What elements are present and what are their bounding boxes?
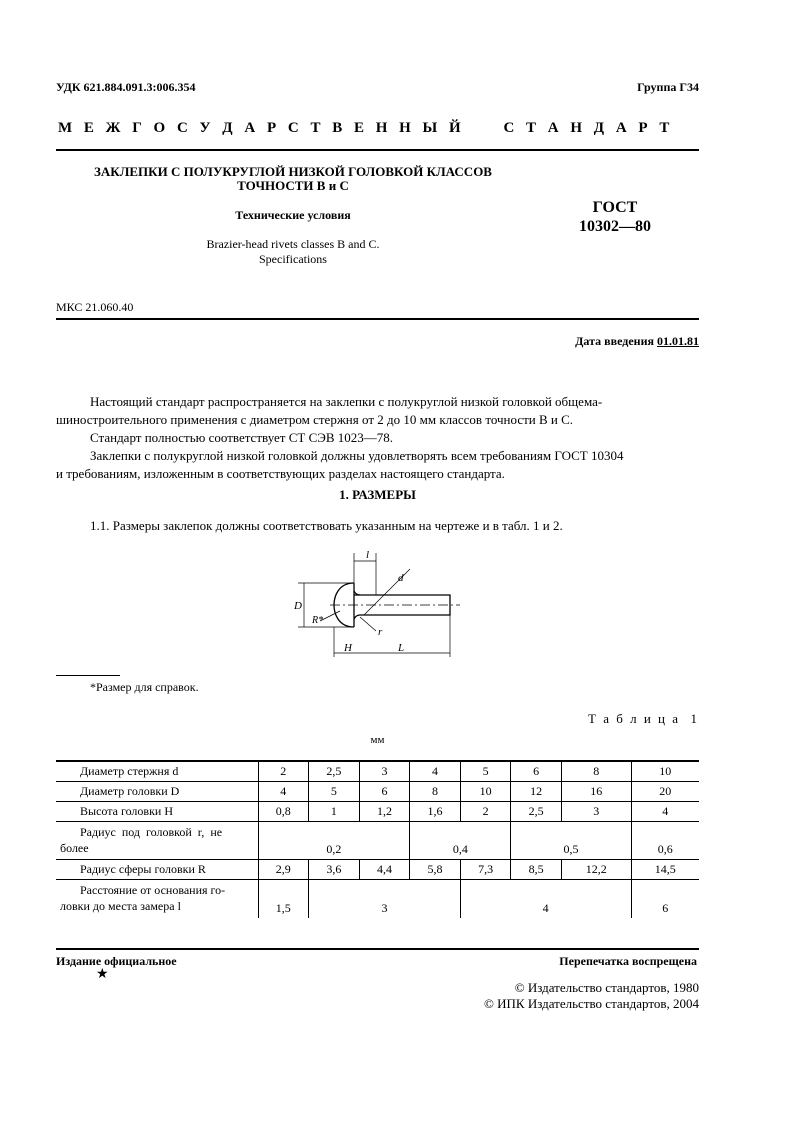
paragraph-1-1: 1.1. Размеры заклепок должны соответствовать указанным на чертеже и в табл. 1 и 2. bbox=[90, 518, 563, 533]
table-cell: 5 bbox=[460, 761, 511, 782]
table-cell: 4,4 bbox=[359, 860, 410, 880]
table-cell: 3 bbox=[359, 761, 410, 782]
table-cell: 1 bbox=[309, 802, 360, 822]
table-cell: 6 bbox=[359, 782, 410, 802]
intro-date bbox=[575, 334, 699, 349]
english-title-line1: Brazier-head rivets classes B and C. bbox=[206, 237, 380, 251]
table-cell: 7,3 bbox=[460, 860, 511, 880]
reprint-prohibited: Перепечатка воспрещена bbox=[559, 954, 697, 968]
table-cell: 0,2 bbox=[258, 822, 410, 860]
mks-code: МКС 21.060.40 bbox=[56, 300, 134, 314]
table-row bbox=[56, 860, 699, 880]
row-label-line2: более bbox=[60, 841, 89, 855]
table-cell: 8,5 bbox=[511, 860, 562, 880]
table-cell: 6 bbox=[631, 880, 699, 918]
document-title-line2: ТОЧНОСТИ В и С bbox=[237, 178, 349, 193]
drawing-label-l: l bbox=[366, 549, 370, 561]
group-code: Группа Г34 bbox=[637, 80, 699, 94]
header-rule bbox=[56, 149, 699, 151]
table-cell: 2,9 bbox=[258, 860, 309, 880]
table-cell: 0,8 bbox=[258, 802, 309, 822]
drawing-label-R: R* bbox=[312, 615, 324, 626]
table1-unit: мм bbox=[370, 734, 385, 746]
table-cell: 5 bbox=[309, 782, 360, 802]
drawing-label-d: d bbox=[398, 572, 404, 584]
document-title-line1: ЗАКЛЕПКИ С ПОЛУКРУГЛОЙ НИЗКОЙ ГОЛОВКОЙ КЛАССОВ bbox=[94, 164, 492, 179]
row-label-line2: ловки до места замера l bbox=[60, 899, 181, 913]
drawing-label-H: H bbox=[344, 642, 352, 654]
title-block-rule bbox=[56, 318, 699, 320]
paragraph-scope-line2: шиностроительного применения с диаметром стержня от 2 до 10 мм классов точности В и С. bbox=[56, 412, 574, 427]
table-cell: 12,2 bbox=[561, 860, 631, 880]
footer-rule bbox=[56, 948, 699, 950]
drawing-label-r: r bbox=[378, 626, 383, 638]
rivet-drawing bbox=[290, 545, 470, 660]
copyright-1980: © Издательство стандартов, 1980 bbox=[514, 980, 699, 995]
table-cell: 3,6 bbox=[309, 860, 360, 880]
table-cell: 8 bbox=[561, 761, 631, 782]
paragraph-scope-line1: Настоящий стандарт распространяется на заклепки с полукруглой низкой головкой общема- bbox=[90, 394, 603, 409]
row-label-line1: Радиус под головкой r, не bbox=[80, 825, 223, 839]
row-label bbox=[56, 880, 258, 918]
table-cell: 10 bbox=[460, 782, 511, 802]
paragraph-scope bbox=[56, 393, 699, 429]
table-row bbox=[56, 761, 699, 782]
section-title-dimensions: 1. РАЗМЕРЫ bbox=[339, 487, 416, 502]
row-label bbox=[56, 822, 258, 860]
document-subtitle: Технические условия bbox=[235, 208, 351, 222]
table-cell: 4 bbox=[410, 761, 461, 782]
paragraph-requirements bbox=[56, 447, 699, 483]
table-cell: 8 bbox=[410, 782, 461, 802]
table-cell: 0,4 bbox=[410, 822, 511, 860]
gost-label: ГОСТ bbox=[592, 199, 638, 216]
row-label: Диаметр головки D bbox=[56, 782, 258, 802]
table-cell: 6 bbox=[511, 761, 562, 782]
table-cell: 4 bbox=[460, 880, 631, 918]
star-icon: ★ bbox=[96, 967, 109, 982]
footnote: *Размер для справок. bbox=[90, 680, 199, 694]
table-cell: 12 bbox=[511, 782, 562, 802]
table-cell: 20 bbox=[631, 782, 699, 802]
table-row bbox=[56, 802, 699, 822]
table-row bbox=[56, 880, 699, 918]
row-label-line1: Расстояние от основания го- bbox=[80, 883, 226, 897]
footnote-rule bbox=[56, 675, 120, 676]
rivet-shank-outline bbox=[354, 595, 450, 619]
table-cell: 0,6 bbox=[631, 822, 699, 860]
table1-caption: Т а б л и ц а 1 bbox=[588, 711, 699, 726]
table-cell: 10 bbox=[631, 761, 699, 782]
table-cell: 3 bbox=[309, 880, 461, 918]
drawing-label-L: L bbox=[398, 642, 405, 654]
row-label: Радиус сферы головки R bbox=[56, 860, 258, 880]
table-cell: 5,8 bbox=[410, 860, 461, 880]
interstate-standard-band: М Е Ж Г О С У Д А Р С Т В Е Н Н Ы Й С Т А Н Д А Р Т bbox=[58, 120, 674, 136]
table-cell: 2,5 bbox=[511, 802, 562, 822]
table-cell: 3 bbox=[561, 802, 631, 822]
row-label: Диаметр стержня d bbox=[56, 761, 258, 782]
table-cell: 4 bbox=[258, 782, 309, 802]
paragraph-sev: Стандарт полностью соответствует СТ СЭВ 1023—78. bbox=[90, 430, 394, 445]
udk-code: УДК 621.884.091.3:006.354 bbox=[56, 80, 196, 94]
row-label: Высота головки H bbox=[56, 802, 258, 822]
table1 bbox=[56, 760, 699, 918]
table-cell: 2,5 bbox=[309, 761, 360, 782]
table-cell: 14,5 bbox=[631, 860, 699, 880]
paragraph-requirements-line1: Заклепки с полукруглой низкой головкой должны удовлетворять всем требованиям ГОСТ 10304 bbox=[90, 448, 624, 463]
copyright-2004: © ИПК Издательство стандартов, 2004 bbox=[484, 996, 699, 1011]
table-cell: 4 bbox=[631, 802, 699, 822]
table-cell: 16 bbox=[561, 782, 631, 802]
paragraph-requirements-line2: и требованиям, изложенным в соответствующих разделах настоящего стандарта. bbox=[56, 466, 505, 481]
drawing-label-D: D bbox=[294, 600, 302, 612]
table-cell: 0,5 bbox=[511, 822, 631, 860]
intro-date-value: 01.01.81 bbox=[657, 334, 699, 348]
table-row bbox=[56, 822, 699, 860]
english-title-line2: Specifications bbox=[259, 252, 327, 266]
table-row bbox=[56, 782, 699, 802]
table-cell: 2 bbox=[460, 802, 511, 822]
table-cell: 1,2 bbox=[359, 802, 410, 822]
intro-date-label: Дата введения bbox=[575, 334, 654, 348]
official-edition: Издание официальное bbox=[56, 954, 177, 968]
table-cell: 2 bbox=[258, 761, 309, 782]
table-cell: 1,6 bbox=[410, 802, 461, 822]
gost-number: 10302—80 bbox=[579, 218, 651, 235]
table-cell: 1,5 bbox=[258, 880, 309, 918]
